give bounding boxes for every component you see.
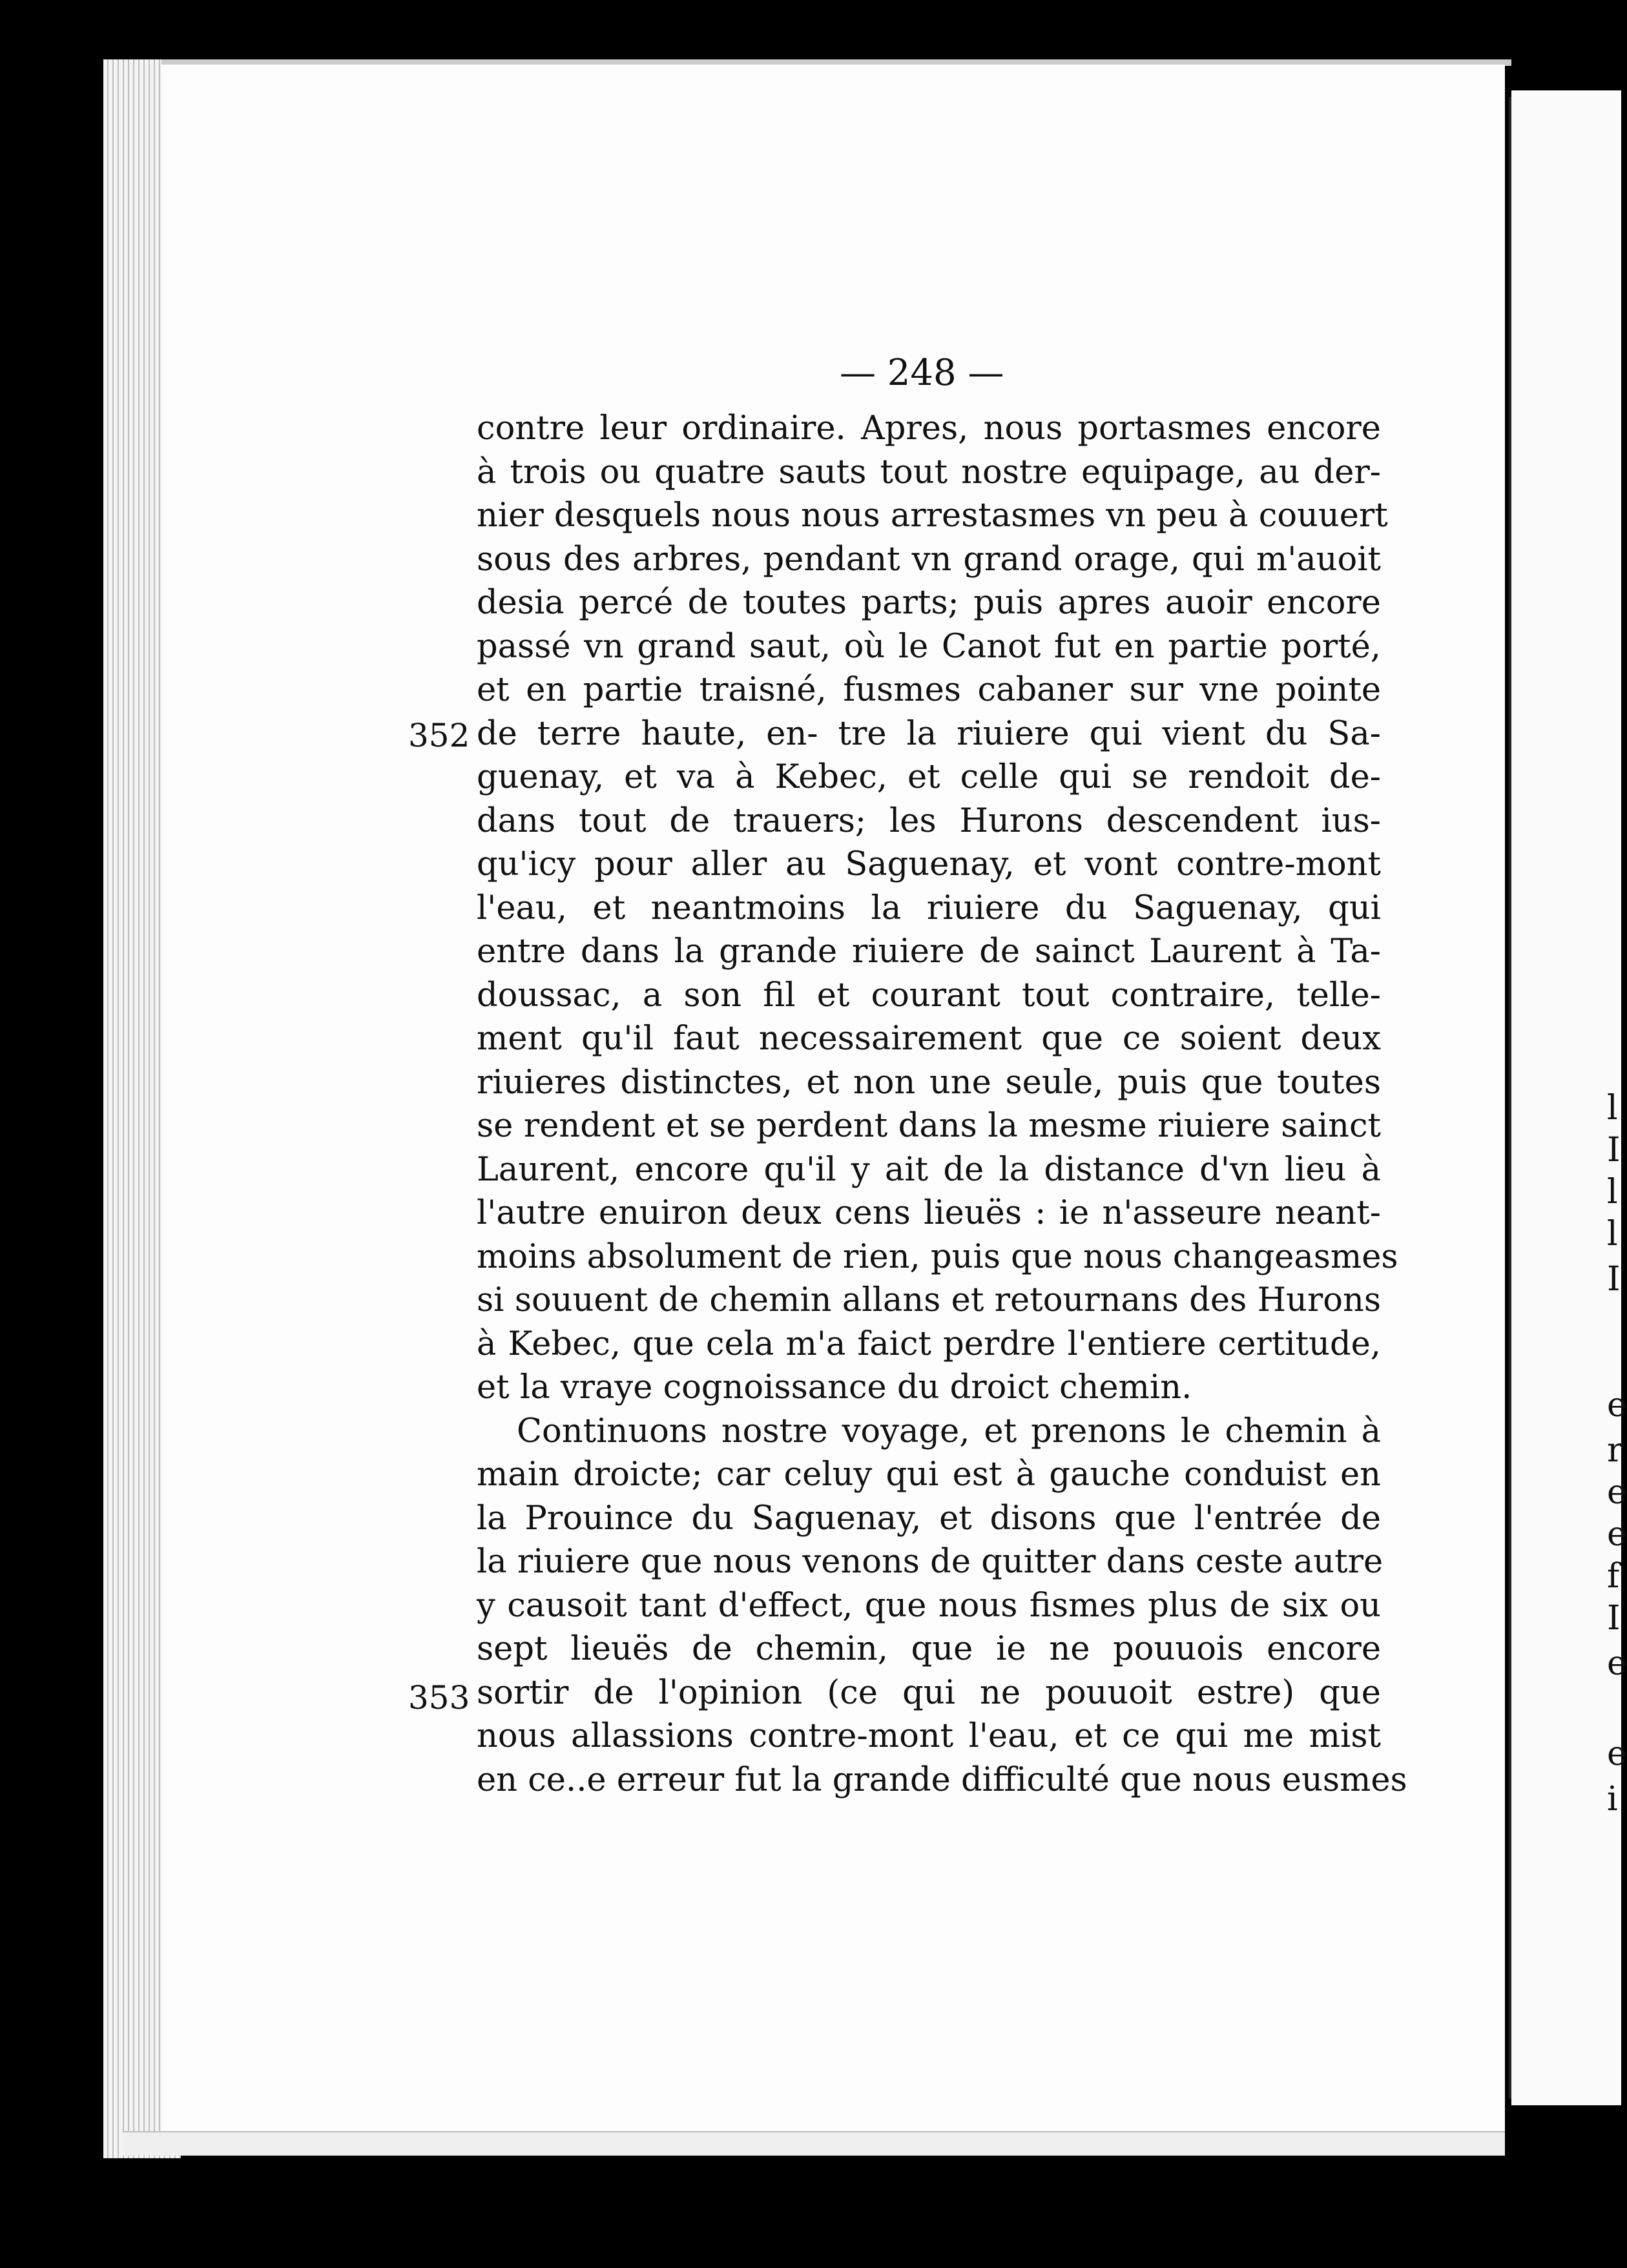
text-line: la Prouince du Saguenay, et disons que l'entrée de [477,1499,1381,1538]
text-line: et en partie traisné, fusmes cabaner sur vne pointe [477,671,1381,709]
text-line: contre leur ordinaire. Apres, nous portasmes encore [477,409,1381,448]
text-line: à trois ou quatre sauts tout nostre equipage, au der- [477,453,1381,491]
facing-letter: e [1607,1644,1627,1683]
text-line: qu'icy pour aller au Saguenay, et vont contre-mont [477,845,1381,883]
body-text [477,407,1407,1802]
text-line: se rendent et se perdent dans la mesme riuiere sainct [477,1107,1381,1145]
text-line: la riuiere que nous venons de quitter dans ceste autre [477,1543,1383,1581]
text-line: moins absolument de rien, puis que nous changeasmes [477,1237,1398,1276]
facing-page [1511,90,1621,2105]
text-line: sept lieuës de chemin, que ie ne pouuois encore [477,1630,1381,1668]
facing-letter: I [1607,1599,1621,1638]
text-line: nous allassions contre-mont l'eau, et ce qui me mist [477,1717,1381,1755]
facing-letter: e [1607,1473,1627,1512]
facing-letter: r [1607,1431,1623,1470]
text-line: à Kebec, que cela m'a faict perdre l'entiere certitude, [477,1325,1381,1363]
facing-letter: i [1607,1780,1618,1819]
text-line: entre dans la grande riuiere de sainct Laurent à Ta- [477,933,1381,971]
facing-letter: l [1607,1173,1618,1211]
text-line: ment qu'il faut necessairement que ce soient deux [477,1020,1381,1058]
paragraph [477,407,1398,1410]
facing-letter: e [1607,1515,1627,1554]
text-line: doussac, a son fil et courant tout contraire, telle- [477,976,1381,1015]
text-line: dans tout de trauers; les Hurons descendent ius- [477,801,1381,840]
text-line: nier desquels nous nous arrestasmes vn peu à couuert [477,497,1388,535]
text-line: et la vraye cognoissance du droict chemin. [477,1368,1192,1407]
text-line: l'autre enuiron deux cens lieuës : ie n'asseure neant- [477,1194,1381,1232]
text-line: sortir de l'opinion (ce qui ne pouuoit estre) que [477,1673,1381,1712]
text-line: Continuons nostre voyage, et prenons le chemin à [517,1412,1381,1450]
facing-letter: I [1607,1260,1621,1299]
facing-letter: I [1607,1131,1621,1170]
text-line: main droicte; car celuy qui est à gauche conduist en [477,1456,1381,1494]
text-line: riuieres distinctes, et non une seule, puis que toutes [477,1063,1381,1102]
text-line: desia percé de toutes parts; puis apres auoir encore [477,584,1381,622]
text-line: de terre haute, en- tre la riuiere qui vient du Sa- [477,714,1381,753]
text-line: Laurent, encore qu'il y ait de la distance d'vn lieu à [477,1150,1381,1189]
facing-letter: e [1607,1735,1627,1773]
page-number: — 248 — [840,352,1004,394]
text-line: passé vn grand saut, où le Canot fut en partie porté, [477,627,1381,666]
text-line: guenay, et va à Kebec, et celle qui se rendoit de- [477,758,1381,796]
margin-note: 352 [408,717,470,754]
facing-letter: l [1607,1215,1618,1253]
text-line: si souuent de chemin allans et retournans des Hurons [477,1281,1381,1319]
margin-note: 353 [408,1679,470,1716]
text-line: en ce..e erreur fut la grande difficulté que nous eusmes [477,1760,1407,1799]
text-line: sous des arbres, pendant vn grand orage, qui m'auoit [477,540,1381,579]
text-line: y causoit tant d'effect, que nous fismes plus de six ou [477,1586,1381,1625]
facing-letter: f [1607,1557,1620,1596]
facing-letter: l [1607,1089,1618,1128]
text-line: l'eau, et neantmoins la riuiere du Saguenay, qui [477,889,1381,927]
paragraph [477,1410,1407,1802]
facing-letter: e [1607,1386,1627,1425]
page-bottom-edge [123,2131,1505,2156]
